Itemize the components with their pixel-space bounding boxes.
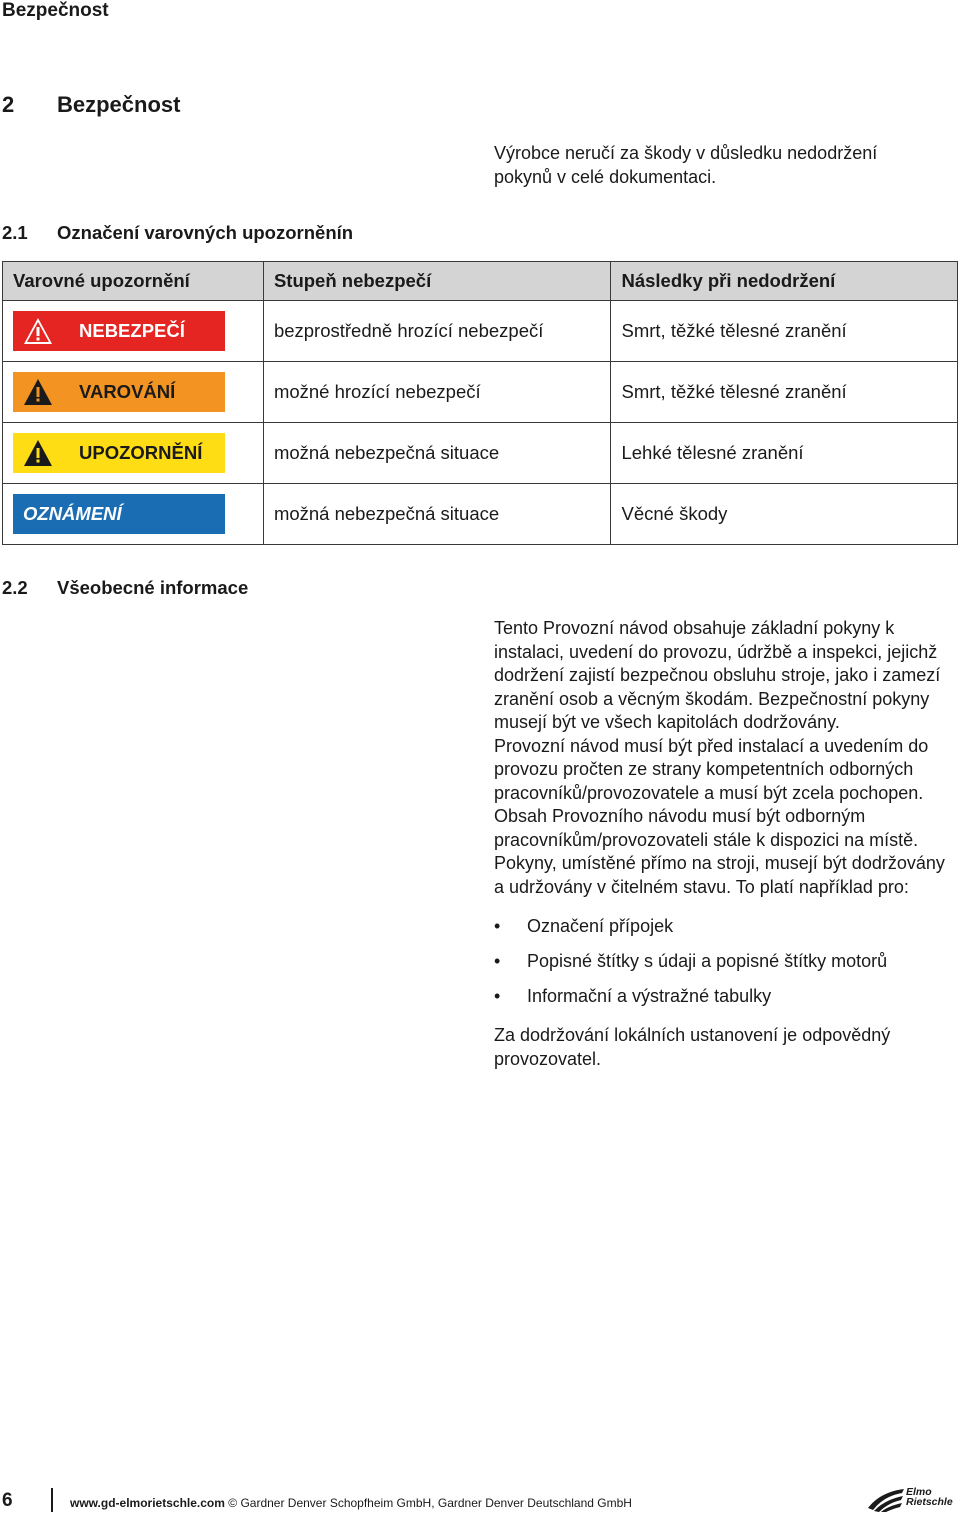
column-header: Varovné upozornění bbox=[3, 262, 264, 301]
label-cell bbox=[3, 301, 264, 362]
danger-badge bbox=[13, 311, 225, 351]
badge-label: NEBEZPEČÍ bbox=[79, 320, 185, 341]
intro-paragraph: Výrobce neručí za škody v důsledku nedodržení pokynů v celé dokumentaci. bbox=[494, 143, 878, 187]
table-row bbox=[3, 423, 958, 484]
column-header: Následky při nedodržení bbox=[611, 262, 958, 301]
badge-label: UPOZORNĚNÍ bbox=[79, 442, 203, 463]
closing-paragraph: Za dodržování lokálních ustanovení je odpovědný provozovatel. bbox=[494, 1025, 891, 1069]
consequence-cell: Smrt, těžké tělesné zranění bbox=[611, 362, 958, 423]
warning-table bbox=[2, 261, 958, 545]
elmo-rietschle-logo bbox=[866, 1486, 960, 1512]
label-cell bbox=[3, 484, 264, 545]
table-header-row bbox=[3, 262, 958, 301]
list-item bbox=[494, 944, 958, 979]
chapter-heading bbox=[2, 92, 180, 118]
badge-label: VAROVÁNÍ bbox=[79, 381, 176, 402]
body-paragraph: Provozní návod musí být před instalací a uvedením do provozu pročten ze strany kompetentních odborných pracovníků/provozovatele a musí být zcela pochopen. Obsah Provozního návodu musí být odborným pracovníkům/provozovateli stále k dispozici na místě. Pokyny, umístěné přímo na stroji, musejí být dodržovány a udržovány v čitelném stavu. To platí například pro: bbox=[494, 735, 945, 897]
level-cell: možná nebezpečná situace bbox=[263, 484, 611, 545]
level-cell: bezprostředně hrozící nebezpečí bbox=[263, 301, 611, 362]
warning-triangle-icon bbox=[23, 317, 53, 345]
page-number: 6 bbox=[2, 1490, 13, 1511]
list-item-text: Označení přípojek bbox=[527, 916, 674, 936]
consequence-cell: Smrt, těžké tělesné zranění bbox=[611, 301, 958, 362]
running-head: Bezpečnost bbox=[2, 0, 109, 21]
caution-badge bbox=[13, 433, 225, 473]
badge-label: OZNÁMENÍ bbox=[23, 503, 122, 524]
list-item bbox=[494, 979, 958, 1014]
page-footer bbox=[0, 1486, 960, 1514]
table-row bbox=[3, 362, 958, 423]
warning-triangle-icon bbox=[23, 439, 53, 467]
section-heading-2-2 bbox=[2, 577, 248, 599]
section-title: Označení varovných upozorněnín bbox=[57, 222, 354, 243]
general-information-body bbox=[494, 617, 958, 1071]
copyright-text: © Gardner Denver Schopfheim GmbH, Gardner Denver Deutschland GmbH bbox=[228, 1496, 632, 1510]
website-link[interactable]: www.gd-elmorietschle.com bbox=[70, 1496, 225, 1510]
notice-badge bbox=[13, 494, 225, 534]
section-number: 2.2 bbox=[2, 577, 28, 598]
list-item-text: Informační a výstražné tabulky bbox=[527, 986, 772, 1006]
footer-text bbox=[70, 1496, 632, 1510]
consequence-cell: Lehké tělesné zranění bbox=[611, 423, 958, 484]
column-header: Stupeň nebezpečí bbox=[263, 262, 611, 301]
label-cell bbox=[3, 423, 264, 484]
logo-line-1: Elmo bbox=[906, 1486, 932, 1498]
chapter-number: 2 bbox=[2, 92, 15, 117]
level-cell: možné hrozící nebezpečí bbox=[263, 362, 611, 423]
bullet-icon: • bbox=[494, 986, 501, 1006]
bullet-list bbox=[494, 909, 958, 1014]
list-item-text: Popisné štítky s údaji a popisné štítky motorů bbox=[527, 951, 888, 971]
list-item bbox=[494, 909, 958, 944]
section-title: Všeobecné informace bbox=[57, 577, 249, 598]
warning-badge bbox=[13, 372, 225, 412]
table-row bbox=[3, 484, 958, 545]
consequence-cell: Věcné škody bbox=[611, 484, 958, 545]
logo-swoosh-icon bbox=[866, 1486, 906, 1512]
footer-divider bbox=[51, 1488, 53, 1512]
section-heading-2-1 bbox=[2, 222, 353, 244]
section-number: 2.1 bbox=[2, 222, 28, 243]
warning-triangle-icon bbox=[23, 378, 53, 406]
bullet-icon: • bbox=[494, 951, 501, 971]
body-paragraph: Tento Provozní návod obsahuje základní pokyny k instalaci, uvedení do provozu, údržbě a inspekci, jejichž dodržení zajistí bezpečnou obsluhu stroje, jako i zamezí zranění osob a věcným škodám. Bezpečnostní pokyny musejí být ve všech kapitolách dodržovány. bbox=[494, 618, 941, 732]
table-row bbox=[3, 301, 958, 362]
logo-wordmark bbox=[906, 1487, 953, 1507]
bullet-icon: • bbox=[494, 916, 501, 936]
chapter-title: Bezpečnost bbox=[57, 92, 181, 117]
logo-line-2: Rietschle bbox=[906, 1496, 953, 1508]
label-cell bbox=[3, 362, 264, 423]
level-cell: možná nebezpečná situace bbox=[263, 423, 611, 484]
